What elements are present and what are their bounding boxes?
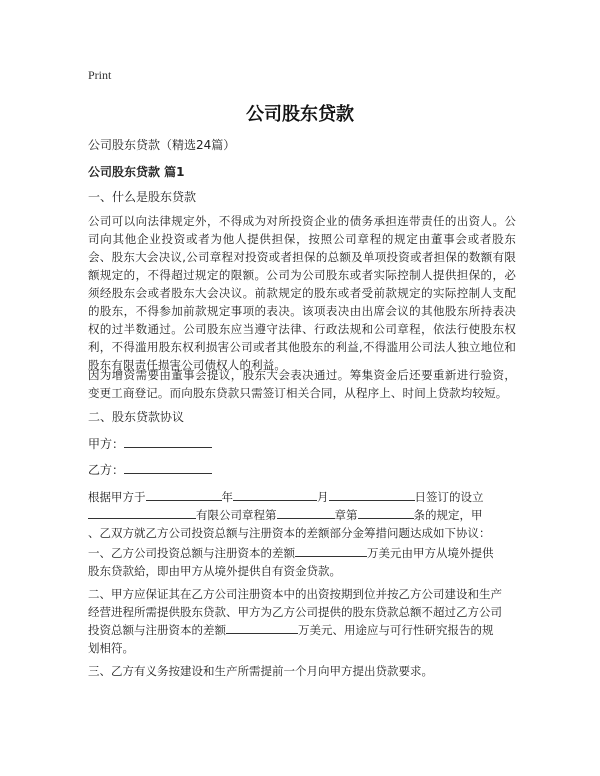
clause-2-line-3 xyxy=(88,621,516,639)
clause-2-amount-blank[interactable] xyxy=(226,621,298,634)
clause-2-line-4: 划相符。 xyxy=(88,641,134,655)
clause-2-line-1: 二、甲方应保证其在乙方公司注册资本中的出资按期到位并按乙方公司建设和生产 xyxy=(88,587,502,601)
clause-2-line-2: 经营进程所需提供股东贷款、甲方为乙方公司提供的股东贷款总额不超过乙方公司 xyxy=(88,605,502,619)
clause-2-text-4: 万美元、用途应与可行性研究报告的规 xyxy=(298,623,494,637)
clause-1-line-1 xyxy=(88,544,516,562)
agreement-text-day: 日签订的设立 xyxy=(414,490,484,504)
day-blank[interactable] xyxy=(329,488,415,501)
section-title: 公司股东贷款 篇1 xyxy=(88,165,185,179)
party-b-blank[interactable] xyxy=(124,461,212,474)
agreement-text-year: 年 xyxy=(221,490,233,504)
article-blank[interactable] xyxy=(358,506,414,519)
clause-1-text-1: 一、乙方公司投资总额与注册资本的差额 xyxy=(88,546,295,560)
party-b-field xyxy=(88,461,212,478)
clause-3 xyxy=(88,662,433,680)
agreement-line-2 xyxy=(88,506,516,524)
paragraph-legal-rules: 公司可以向法律规定外，不得成为对所投资企业的债务承担连带责任的出资人。公司向其他企业投资或者为他人提供担保，按照公司章程的规定由董事会或者股东会、股东大会决议,公司章程对投资或者担保的总额及单项投资或者担保的数额有限额规定的，不得超过规定的限额。公司为公司股东或者实际控制人提供担保的，必须经股东会或者股东大会决议。前款规定的股东或者受前款规定的实际控制人支配的股东，不得参加前款规定事项的表决。该项表决由出席会议的其他股东所持表决权的过半数通过。公司股东应当遵守法律、行政法规和公司章程，依法行使股东权利，不得滥用股东权利损害公司或者其他股东的利益,不得滥用公司法人独立地位和股东有限责任损害公司债权人的利益。 xyxy=(88,214,516,372)
month-blank[interactable] xyxy=(233,488,317,501)
document-title: 公司股东贷款 xyxy=(246,104,354,125)
party-a-blank[interactable] xyxy=(124,435,212,448)
year-blank[interactable] xyxy=(146,488,222,501)
heading-what-is-shareholder-loan: 一、什么是股东贷款 xyxy=(88,190,197,204)
party-a-label: 甲方： xyxy=(88,437,125,451)
paragraph-capital-increase: 因为增资需要由董事会提议，股东大会表决通过。筹集资金后还要重新进行验资，变更工商登记。而向股东贷款只需签订相关合同，从程序上、时间上贷款均较短。 xyxy=(88,368,516,400)
party-b-label: 乙方： xyxy=(88,463,125,477)
agreement-text-article: 条的规定，甲 xyxy=(413,508,483,522)
clause-1-amount-blank[interactable] xyxy=(295,544,367,557)
agreement-text-1: 根据甲方于 xyxy=(88,490,146,504)
agreement-paragraph xyxy=(88,488,516,542)
agreement-text-month: 月 xyxy=(317,490,329,504)
heading-loan-agreement: 二、股东贷款协议 xyxy=(88,410,185,424)
clause-2 xyxy=(88,585,516,657)
document-subtitle: 公司股东贷款（精选24篇） xyxy=(88,138,236,152)
clause-1-text-2: 万美元由甲方从境外提供 xyxy=(367,546,494,560)
clause-1-line-2: 股东贷款給，即由甲方从境外提供自有资金贷款。 xyxy=(88,564,341,578)
agreement-text-chapter: 章第 xyxy=(334,508,358,522)
company-name-blank[interactable] xyxy=(88,506,196,519)
agreement-line-1 xyxy=(88,488,516,506)
party-a-field xyxy=(88,435,212,452)
print-label[interactable]: Print xyxy=(88,68,112,82)
chapter-blank[interactable] xyxy=(277,506,335,519)
clause-3-text: 三、乙方有义务按建设和生产所需提前一个月向甲方提出贷款要求。 xyxy=(88,664,433,678)
agreement-line-3: 、乙双方就乙方公司投资总额与注册资本的差额部分金筹措问题达成如下协议： xyxy=(88,526,491,540)
agreement-text-charter: 有限公司章程第 xyxy=(196,508,277,522)
clause-1 xyxy=(88,544,516,580)
clause-2-text-3: 投资总额与注册资本的差额 xyxy=(88,623,226,637)
